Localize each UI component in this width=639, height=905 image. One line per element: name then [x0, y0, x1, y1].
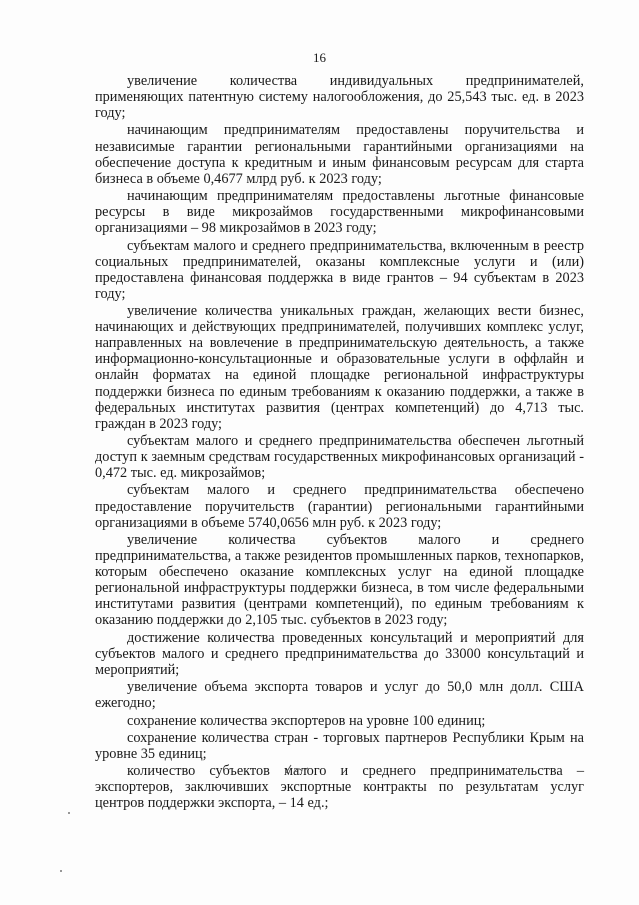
page-number: 16 — [313, 50, 326, 65]
paragraph-guarantees-sme: субъектам малого и среднего предпринимательства обеспечено предоставление поручительств (гарантии) региональными гарантийными организациями в объеме 5740,0656 млн руб. к 2023 году; — [95, 482, 584, 531]
scan-speck — [60, 870, 62, 872]
paragraph-guarantees-startups: начинающим предпринимателям предоставлены поручительства и независимые гарантии региональными гарантийными организациями на обеспечение доступа к кредитным и иным финансовым ресурсам для старта бизнеса в объеме 0,4677 млрд руб. к 2023 году; — [95, 122, 584, 187]
paragraph-patent-entrepreneurs: увеличение количества индивидуальных предпринимателей, применяющих патентную систему налогообложения, до 25,543 тыс. ед. в 2023 году; — [95, 73, 584, 122]
body-text — [95, 73, 584, 811]
scan-speck — [68, 812, 70, 814]
paragraph-export-contracts: количество субъектов малого и среднего предпринимательства – экспортеров, заключивших экспортные контракты по результатам услуг центров поддержки экспорта, – 14 ед.; — [95, 763, 584, 812]
paragraph-social-entrepreneurs: субъектам малого и среднего предпринимательства, включенным в реестр социальных предпринимателей, оказаны комплексные услуги и (или) предоставлена финансовая поддержка в виде грантов – 94 субъектам в 2023 году; — [95, 237, 584, 302]
paragraph-industrial-parks: увеличение количества субъектов малого и среднего предпринимательства, а также резидентов промышленных парков, технопарков, которым обеспечено оказание комплексных услуг на единой площадке региональной инфраструктуры поддержки бизнеса, в том числе федеральными институтами развития (центрами компетенций), по единым требованиям к оказанию поддержки до 2,105 тыс. субъектов в 2023 году; — [95, 531, 584, 629]
paragraph-export-volume: увеличение объема экспорта товаров и услуг до 50,0 млн долл. США ежегодно; — [95, 679, 584, 712]
paragraph-unique-citizens: увеличение количества уникальных граждан, желающих вести бизнес, начинающих и действующих предпринимателей, получивших комплекс услуг, направленных на вовлечение в предпринимательскую деятельность, а также информационно-консультационные и образовательные услуги в оффлайн и онлайн форматах на единой площадке региональной инфраструктуры поддержки бизнеса по единым требованиям к оказанию поддержки, а также в федеральных институтах развития (центрах компетенций) до 4,713 тыс. граждан в 2023 году; — [95, 303, 584, 432]
paragraph-trade-partners: сохранение количества стран - торговых партнеров Республики Крым на уровне 35 единиц; — [95, 729, 584, 762]
paragraph-microloans-startups: начинающим предпринимателям предоставлены льготные финансовые ресурсы в виде микрозаймов государственными микрофинансовыми организациями – 98 микрозаймов в 2023 году; — [95, 188, 584, 237]
paragraph-microloans-sme: субъектам малого и среднего предпринимательства обеспечен льготный доступ к заемным средствам государственных микрофинансовых организаций - 0,472 тыс. ед. микрозаймов; — [95, 433, 584, 482]
paragraph-consultations: достижение количества проведенных консультаций и мероприятий для субъектов малого и среднего предпринимательства до 33000 консультаций и мероприятий; — [95, 629, 584, 678]
paragraph-exporters-count: сохранение количества экспортеров на уровне 100 единиц; — [127, 712, 486, 729]
pen-mark — [282, 762, 322, 776]
